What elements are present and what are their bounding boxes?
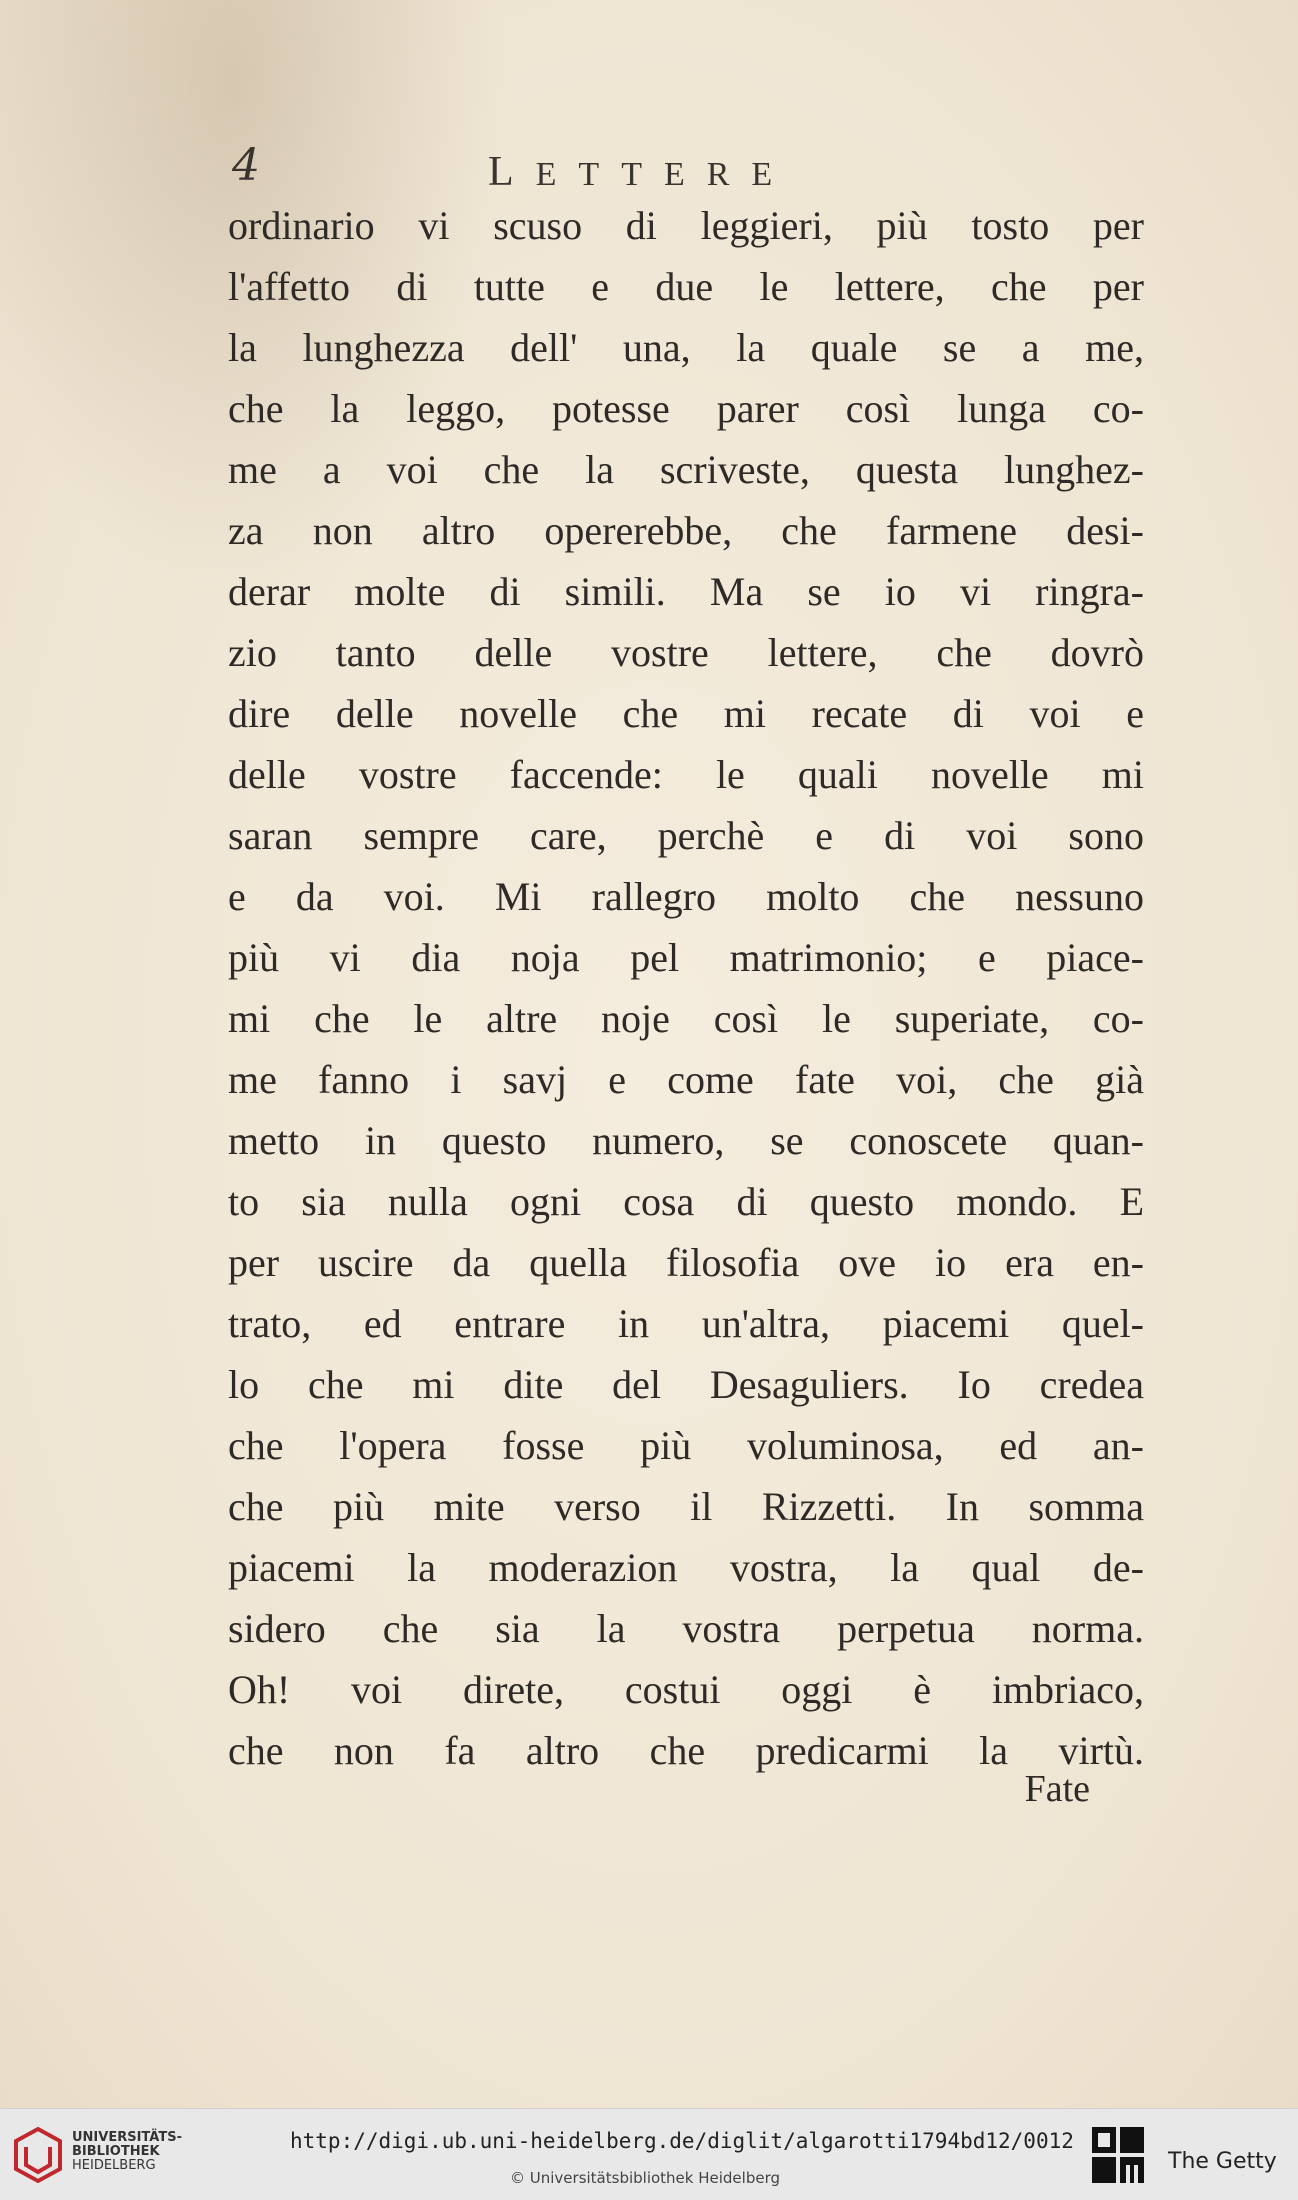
text-line: più vi dia noja pel matrimonio; e piace- bbox=[228, 935, 1144, 980]
text-line: mi che le altre noje così le superiate, co- bbox=[228, 996, 1144, 1041]
library-name bbox=[72, 2131, 182, 2173]
university-library-logo-icon bbox=[12, 2125, 64, 2185]
text-line: dire delle novelle che mi recate di voi e bbox=[228, 691, 1144, 736]
text-line: che l'opera fosse più voluminosa, ed an- bbox=[228, 1423, 1144, 1468]
text-line: trato, ed entrare in un'altra, piacemi quel- bbox=[228, 1301, 1144, 1346]
text-line: sidero che sia la vostra perpetua norma. bbox=[228, 1606, 1144, 1651]
text-line: lo che mi dite del Desaguliers. Io credea bbox=[228, 1362, 1144, 1407]
text-line: saran sempre care, perchè e di voi sono bbox=[228, 813, 1144, 858]
page-number: 4 bbox=[232, 140, 260, 191]
text-line: che non fa altro che predicarmi la virtù. bbox=[228, 1728, 1144, 1773]
library-name-line1: UNIVERSITÄTS- bbox=[72, 2130, 182, 2145]
text-line: to sia nulla ogni cosa di questo mondo. E bbox=[228, 1179, 1144, 1224]
text-line: Oh! voi direte, costui oggi è imbriaco, bbox=[228, 1667, 1144, 1712]
text-line: zio tanto delle vostre lettere, che dovrò bbox=[228, 630, 1144, 675]
text-line: l'affetto di tutte e due le lettere, che per bbox=[228, 264, 1144, 309]
text-line: derar molte di simili. Ma se io vi ringra- bbox=[228, 569, 1144, 614]
page-header bbox=[228, 140, 1158, 200]
text-line: delle vostre faccende: le quali novelle mi bbox=[228, 752, 1144, 797]
copyright-notice: © Universitätsbibliothek Heidelberg bbox=[510, 2169, 781, 2187]
text-line: ordinario vi scuso di leggieri, più tosto per bbox=[228, 203, 1144, 248]
text-line: per uscire da quella filosofia ove io era en- bbox=[228, 1240, 1144, 1285]
body-text bbox=[228, 195, 1144, 1781]
text-line: che la leggo, potesse parer così lunga co- bbox=[228, 386, 1144, 431]
library-name-line3: HEIDELBERG bbox=[72, 2158, 156, 2173]
text-line: me a voi che la scriveste, questa lunghez- bbox=[228, 447, 1144, 492]
text-line: metto in questo numero, se conoscete quan- bbox=[228, 1118, 1144, 1163]
viewer-footer bbox=[0, 2108, 1298, 2200]
text-line: la lunghezza dell' una, la quale se a me, bbox=[228, 325, 1144, 370]
catchword: Fate bbox=[1024, 1768, 1090, 1810]
text-line: me fanno i savj e come fate voi, che già bbox=[228, 1057, 1144, 1102]
text-line: e da voi. Mi rallegro molto che nessuno bbox=[228, 874, 1144, 919]
getty-logo-icon bbox=[1090, 2125, 1146, 2185]
partner-name: The Getty bbox=[1168, 2149, 1277, 2174]
library-name-line2: BIBLIOTHEK bbox=[72, 2144, 160, 2159]
text-line: za non altro opererebbe, che farmene desi- bbox=[228, 508, 1144, 553]
text-line: piacemi la moderazion vostra, la qual de- bbox=[228, 1545, 1144, 1590]
permalink-url[interactable]: http://digi.ub.uni-heidelberg.de/diglit/algarotti1794bd12/0012 bbox=[290, 2129, 1074, 2153]
text-line: che più mite verso il Rizzetti. In somma bbox=[228, 1484, 1144, 1529]
running-title: LETTERE bbox=[488, 149, 795, 195]
